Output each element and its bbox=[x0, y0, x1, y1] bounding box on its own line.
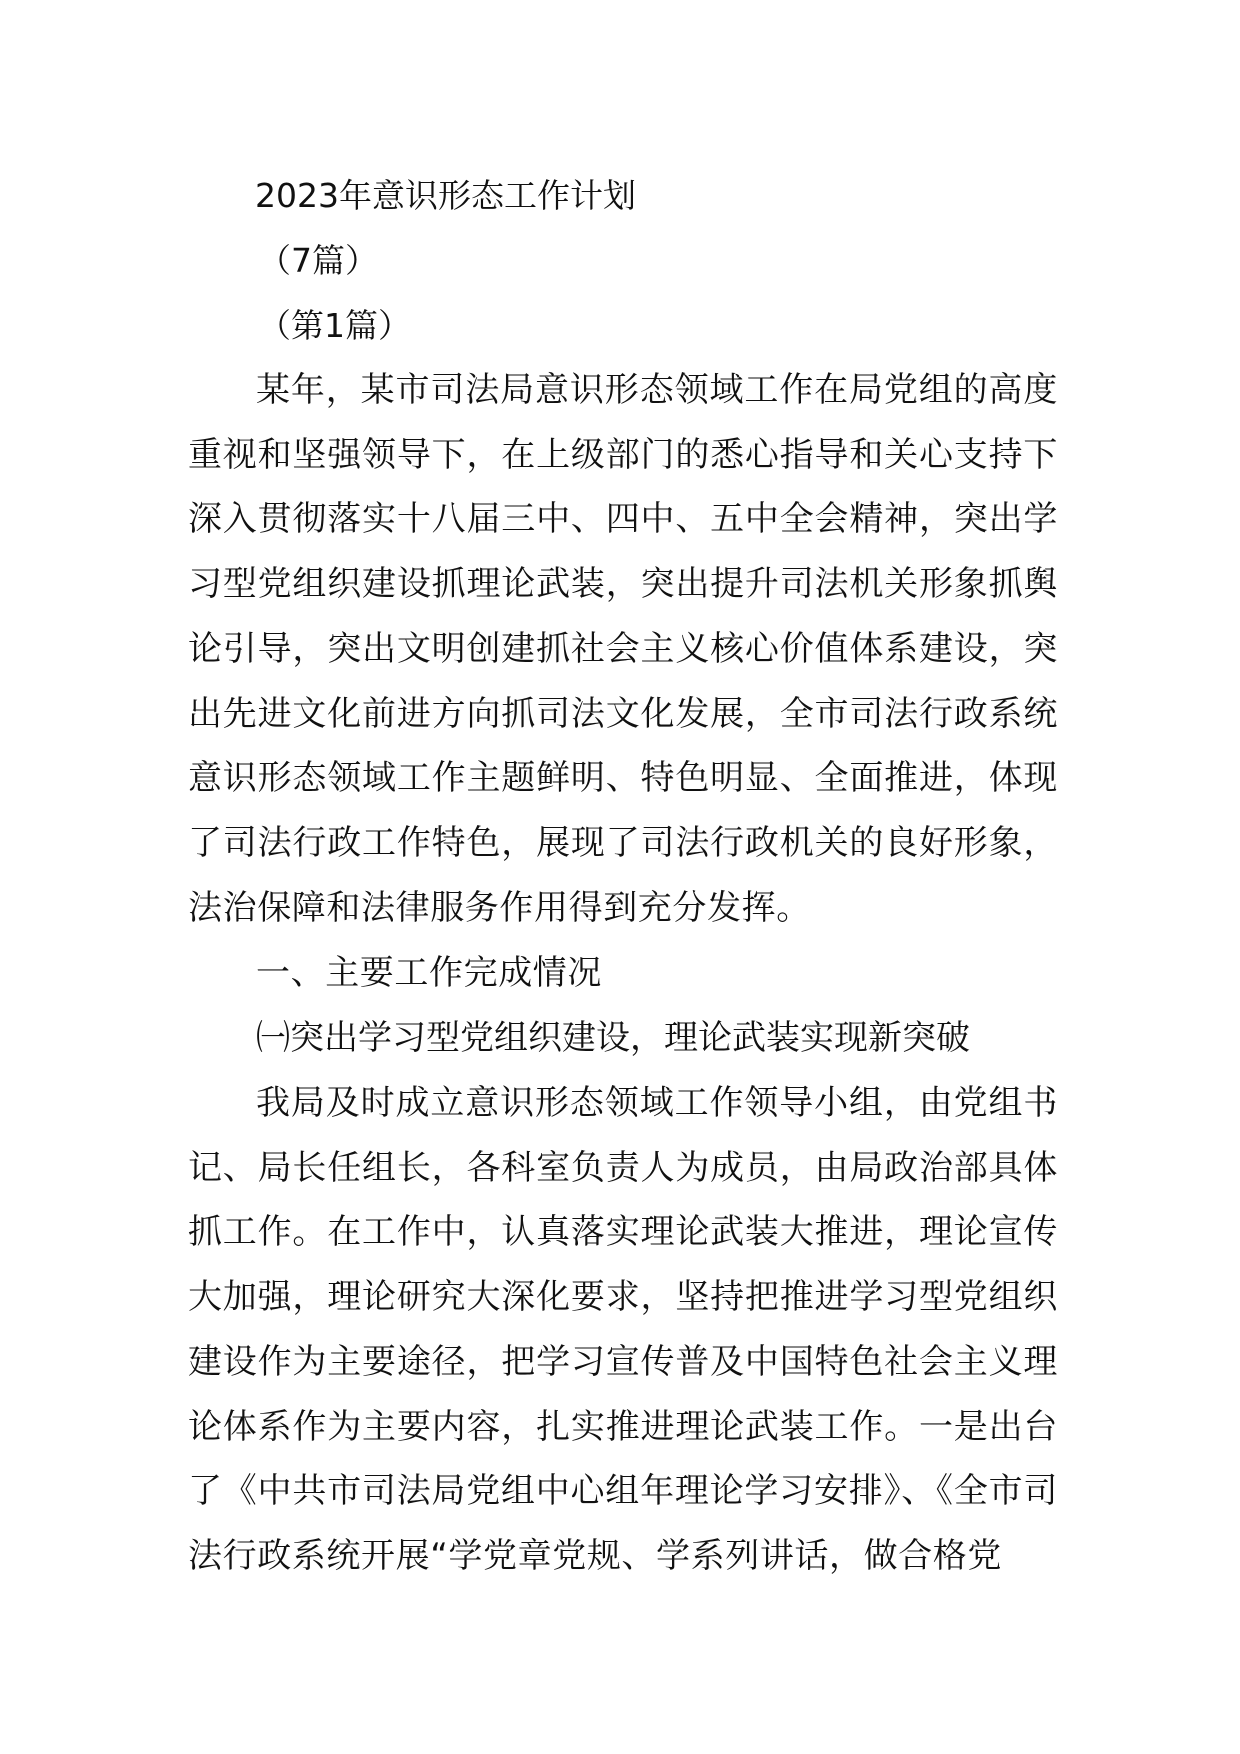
paragraph-intro: 某年，某市司法局意识形态领域工作在局党组的高度重视和坚强领导下，在上级部门的悉心指导和关心支持下深入贯彻落实十八届三中、四中、五中全会精神，突出学习型党组织建设抓理论武装，突出提升司法机关形象抓舆论引导，突出文明创建抓社会主义核心价值体系建设，突出先进文化前进方向抓司法文化发展，全市司法行政系统意识形态领域工作主题鲜明、特色明显、全面推进，体现了司法行政工作特色，展现了司法行政机关的良好形象，法治保障和法律服务作用得到充分发挥。 bbox=[188, 370, 1058, 928]
section-heading: 一、主要工作完成情况 bbox=[256, 953, 602, 993]
subsection-heading: ㈠突出学习型党组织建设，理论武装实现新突破 bbox=[256, 1018, 970, 1058]
document-title: 2023年意识形态工作计划 bbox=[255, 176, 636, 215]
paragraph-body: 我局及时成立意识形态领域工作领导小组，由党组书记、局长任组长，各科室负责人为成员，由局政治部具体抓工作。在工作中，认真落实理论武装大推进，理论宣传大加强，理论研究大深化要求，坚持把推进学习型党组织建设作为主要途径，把学习宣传普及中国特色社会主义理论体系作为主要内容，扎实推进理论武装工作。一是出台了《中共市司法局党组中心组年理论学习安排》、《全市司法行政系统开展“学党章党规、学系列讲话，做合格党 bbox=[188, 1083, 1058, 1576]
document-count: （7篇） bbox=[258, 241, 378, 280]
document-part-label: （第1篇） bbox=[258, 306, 411, 345]
